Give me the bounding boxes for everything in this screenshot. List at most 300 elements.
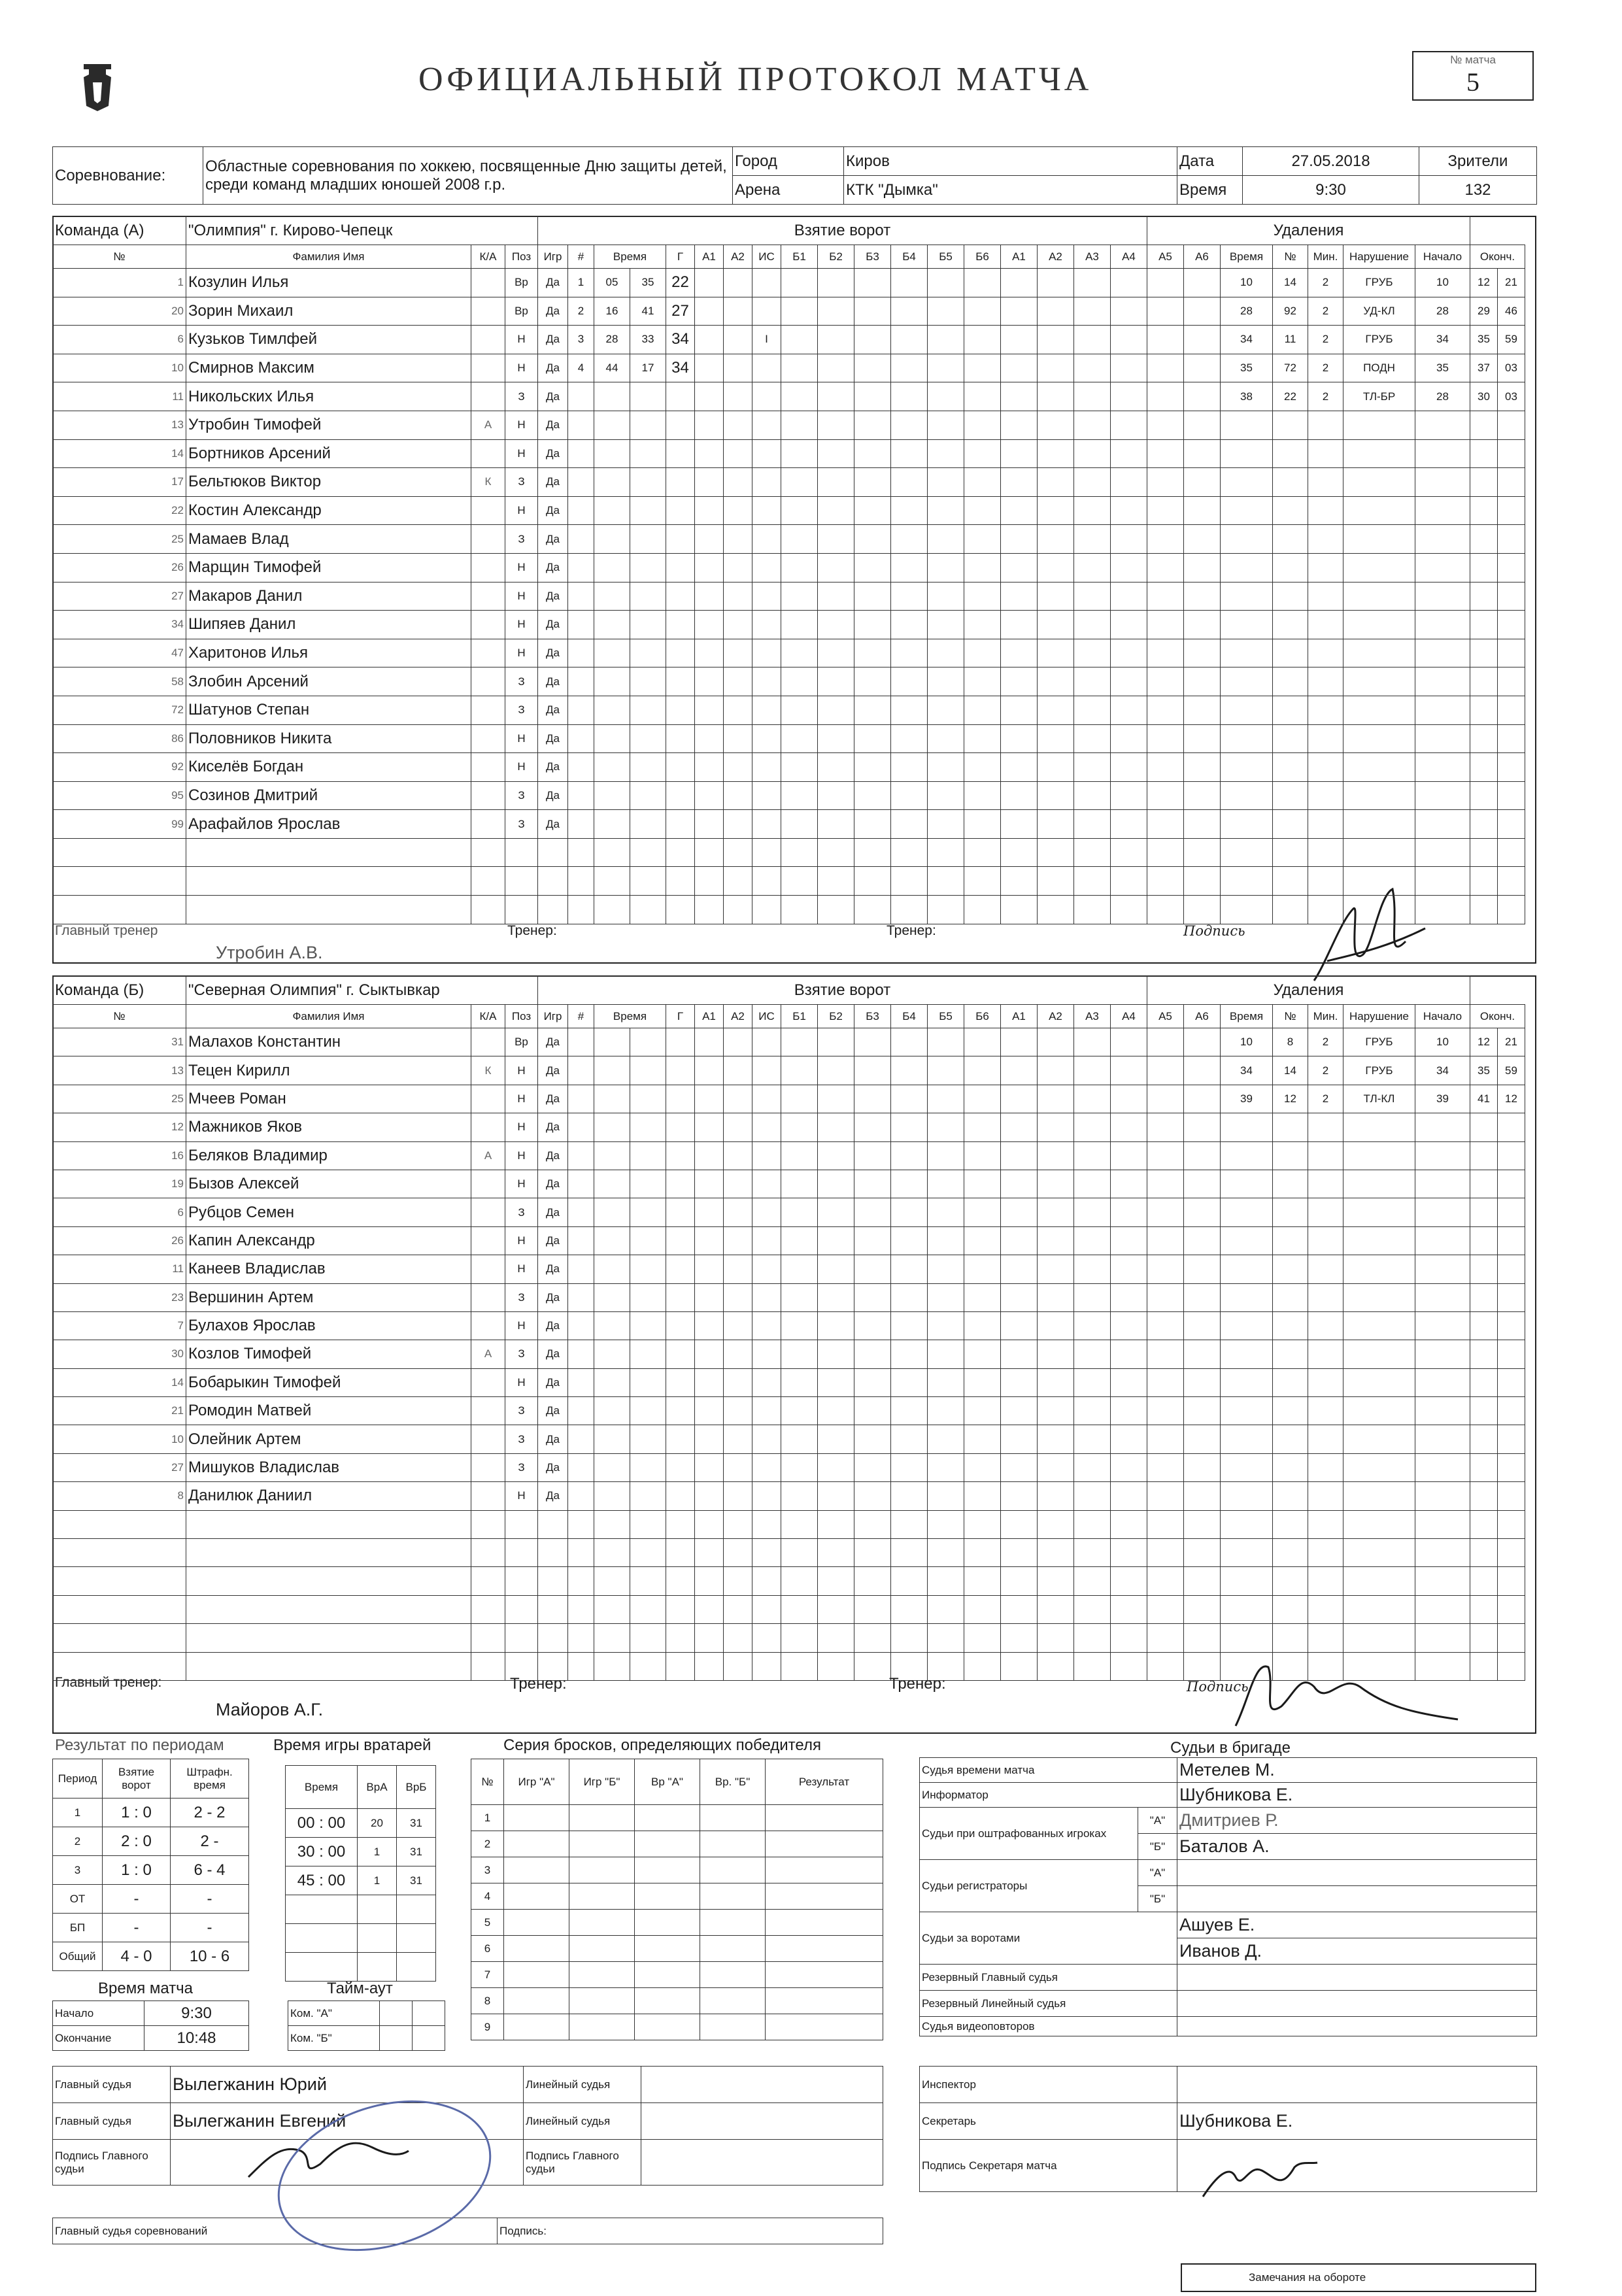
shootout-cell [766,1805,883,1831]
team-a-pen-minutes [1308,553,1343,582]
periods-head-pim: Штрафн. время [171,1759,249,1798]
team-a-on-ice-cell [1074,838,1111,867]
team-a-goal-a1 [695,553,724,582]
team-b-goal-no [568,1255,594,1283]
team-a-goal-is [752,838,781,867]
team-a-player-play: Да [538,382,568,411]
shootout-cell [766,1988,883,2014]
team-a-head-pos: Поз [505,245,538,269]
team-b-goal-no [568,1368,594,1396]
team-a-on-ice-cell [1074,582,1111,611]
team-a-goal-sec [630,553,666,582]
goalie-empty-cell [397,1895,436,1924]
team-a-pen-player [1273,639,1308,667]
shootout-cell [635,1805,700,1831]
chief-sign-label: Подпись: [498,2218,883,2244]
team-a-goal-sec [630,724,666,753]
team-b-goal-scorer [666,1226,695,1255]
team-b-pen-end-min [1470,1368,1498,1396]
team-b-on-ice-cell [1111,1255,1147,1283]
timeout-title: Тайм-аут [327,1980,393,1997]
team-b-player-no: 21 [53,1397,186,1425]
team-a-on-ice-cell [854,753,891,782]
team-b-goal-min [594,1397,630,1425]
team-a-goal-scorer [666,867,695,896]
team-a-goal-no [568,468,594,497]
team-a-goal-a2 [724,611,752,639]
team-a-player-play: Да [538,810,568,839]
team-b-pen-minutes: 2 [1308,1028,1343,1056]
team-a-goal-no [568,639,594,667]
team-b-on-ice-cell [1074,1510,1111,1538]
team-b-on-ice-cell [1038,1368,1074,1396]
team-a-on-ice-cell [964,496,1001,525]
shootout-cell [569,1936,635,1962]
team-a-player-no: 6 [53,326,186,354]
shootout-cell [700,1805,766,1831]
team-b-on-ice-cell [1001,1028,1038,1056]
team-b-player-name: Вершинин Артем [186,1283,471,1311]
team-a-on-ice-cell [1001,667,1038,696]
team-b-pen-start [1415,1595,1470,1623]
team-a-goal-no [568,896,594,924]
team-b-on-ice-cell [1038,1311,1074,1340]
team-a-goal-scorer [666,411,695,439]
team-b-on-ice-cell [1001,1425,1038,1453]
team-a-on-ice-cell [1001,354,1038,382]
team-a-on-ice-cell [1111,269,1147,297]
team-b-on-ice-cell [1038,1141,1074,1170]
team-a-on-ice-cell [891,354,928,382]
team-a-on-ice-cell [854,667,891,696]
shootout-row [471,1936,883,1962]
team-b-on-ice-cell [1111,1311,1147,1340]
team-b-on-ice-cell [1001,1226,1038,1255]
team-b-head-a3-onice: А3 [1074,1005,1111,1028]
reserve-main-label: Резервный Главный судья [920,1965,1177,1991]
team-a-goal-sec [630,867,666,896]
team-a-pen-player [1273,439,1308,468]
team-a-on-ice-cell [928,639,964,667]
team-a-player-no: 72 [53,696,186,724]
team-b-pen-min [1221,1368,1273,1396]
team-a-player-no: 95 [53,781,186,810]
team-a-on-ice-cell [818,867,854,896]
team-a-player-ka: А [471,411,505,439]
team-b-on-ice-cell [781,1255,818,1283]
team-b-goals-title: Взятие ворот [538,976,1147,1005]
team-b-pen-end-min [1470,1226,1498,1255]
team-b-pen-minutes [1308,1198,1343,1226]
team-b-head-pos: Поз [505,1005,538,1028]
team-b-on-ice-cell [1001,1311,1038,1340]
team-b-player-ka [471,1482,505,1510]
team-a-on-ice-cell [1111,696,1147,724]
sign-main-label: Подпись Главного судьи [53,2140,171,2186]
team-b-on-ice-cell [891,1056,928,1085]
team-a-on-ice-cell [1147,382,1184,411]
team-b-pen-player [1273,1624,1308,1652]
team-b-player-name: Бобарыкин Тимофей [186,1368,471,1396]
shootout-cell [766,1831,883,1857]
team-b-on-ice-cell [964,1113,1001,1141]
team-a-player-play: Да [538,553,568,582]
team-a-goal-min: 28 [594,326,630,354]
penalty-judge-a: Дмитриев Р. [1177,1808,1537,1834]
team-a-goal-a2 [724,553,752,582]
shootout-no: 6 [471,1936,504,1962]
team-a-pen-minutes [1308,724,1343,753]
shootout-cell [766,1962,883,1988]
team-a-goal-is [752,382,781,411]
team-b-on-ice-cell [891,1340,928,1368]
team-b-pen-end-min [1470,1482,1498,1510]
team-b-on-ice-cell [818,1311,854,1340]
team-b-on-ice-cell [1038,1340,1074,1368]
team-a-head-a3-onice: А3 [1074,245,1111,269]
team-b-on-ice-cell [854,1652,891,1680]
team-a-player-play: Да [538,354,568,382]
team-b-on-ice-cell [1038,1539,1074,1567]
team-a-pen-end-min: 35 [1470,326,1498,354]
goalie-b: 31 [397,1866,436,1895]
team-a-on-ice-cell [1038,781,1074,810]
team-a-label: Команда (А) [53,216,186,245]
team-b-on-ice-cell [891,1482,928,1510]
team-a-on-ice-cell [854,411,891,439]
team-a-on-ice-cell [964,639,1001,667]
chief-referee-table [52,2218,883,2244]
shootout-head-goalie-b: Вр. "Б" [700,1759,766,1805]
team-a-pen-minutes [1308,582,1343,611]
team-b-player-name [186,1539,471,1567]
team-a-on-ice-cell [1001,382,1038,411]
team-b-on-ice-cell [1147,1453,1184,1481]
team-a-pen-foul [1343,468,1415,497]
team-a-goal-a2 [724,724,752,753]
team-b-on-ice-cell [1038,1510,1074,1538]
team-b-pen-end-sec [1498,1283,1525,1311]
team-a-goal-a1 [695,582,724,611]
team-a-goal-no: 1 [568,269,594,297]
team-b-player-play: Да [538,1311,568,1340]
team-b-player-pos [505,1595,538,1623]
team-a-on-ice-cell [781,553,818,582]
shootout-no: 2 [471,1831,504,1857]
team-b-on-ice-cell [781,1482,818,1510]
team-a-head-ka: К/А [471,245,505,269]
team-a-on-ice-cell [1074,611,1111,639]
team-b-on-ice-cell [891,1368,928,1396]
team-b-on-ice-cell [928,1283,964,1311]
shootout-cell [504,1805,569,1831]
team-a-on-ice-cell [1184,611,1221,639]
period-name: 3 [53,1856,103,1885]
team-a-row [53,553,1525,582]
team-b-goal-is [752,1085,781,1113]
team-b-on-ice-cell [854,1170,891,1198]
team-b-goal-min [594,1283,630,1311]
team-a-player-ka [471,496,505,525]
team-b-row [53,1340,1525,1368]
team-a-on-ice-cell [1184,696,1221,724]
team-b-goal-a1 [695,1311,724,1340]
team-a-pen-minutes: 2 [1308,269,1343,297]
team-b-goal-scorer [666,1539,695,1567]
team-a-pen-player [1273,411,1308,439]
team-a-on-ice-cell [781,468,818,497]
team-a-pen-min [1221,867,1273,896]
shootout-cell [569,1988,635,2014]
team-b-pen-player [1273,1652,1308,1680]
team-b-row [53,1085,1525,1113]
team-a-pen-min [1221,838,1273,867]
team-b-player-pos: Н [505,1368,538,1396]
team-b-on-ice-cell [928,1397,964,1425]
shootout-row [471,1962,883,1988]
team-a-on-ice-cell [1111,753,1147,782]
team-b-on-ice-cell [964,1425,1001,1453]
team-a-player-no: 26 [53,553,186,582]
team-a-pen-minutes [1308,411,1343,439]
team-b-on-ice-cell [1001,1624,1038,1652]
team-b-on-ice-cell [964,1198,1001,1226]
team-a-on-ice-cell [1074,667,1111,696]
team-a-goal-a2 [724,838,752,867]
team-a-pen-minutes: 2 [1308,382,1343,411]
team-b-goal-scorer [666,1283,695,1311]
arena-label: Арена [733,176,844,205]
team-a-player-pos: З [505,810,538,839]
team-b-player-pos: З [505,1453,538,1481]
shootout-row [471,1988,883,2014]
team-a-on-ice-cell [1147,496,1184,525]
team-a-player-ka [471,326,505,354]
team-b-goal-scorer [666,1028,695,1056]
team-a-pen-player: 22 [1273,382,1308,411]
team-b-on-ice-cell [1038,1453,1074,1481]
team-a-goal-is [752,525,781,554]
team-b-goal-no [568,1624,594,1652]
main-ref-2: Вылегжанин Евгений [171,2103,524,2140]
team-b-goal-sec [630,1198,666,1226]
shootout-no: 8 [471,1988,504,2014]
team-a-goal-scorer [666,781,695,810]
team-a-goal-a1 [695,724,724,753]
team-b-head-b6: Б6 [964,1005,1001,1028]
team-a-on-ice-cell [1184,781,1221,810]
team-b-on-ice-cell [928,1595,964,1623]
team-a-on-ice-cell [928,269,964,297]
team-a-on-ice-cell [818,326,854,354]
team-b-on-ice-cell [854,1368,891,1396]
team-b-on-ice-cell [1147,1482,1184,1510]
shootout-cell [504,1831,569,1857]
team-a-goal-sec [630,525,666,554]
team-b-name: "Северная Олимпия" г. Сыктывкар [186,976,538,1005]
team-a-on-ice-cell [781,781,818,810]
remarks-label: Замечания на обороте [1249,2271,1366,2284]
shootout-cell [766,1857,883,1883]
team-a-player-no: 99 [53,810,186,839]
team-a-goal-min [594,496,630,525]
team-a-pen-end-min [1470,582,1498,611]
team-b-pen-minutes [1308,1567,1343,1595]
shootout-cell [504,1910,569,1936]
shootout-cell [504,1962,569,1988]
team-a-row [53,867,1525,896]
team-a-player-name: Арафайлов Ярослав [186,810,471,839]
team-b-player-play [538,1595,568,1623]
team-a-goal-min: 44 [594,354,630,382]
team-b-on-ice-cell [818,1652,854,1680]
team-b-on-ice-cell [854,1226,891,1255]
team-a-pen-minutes [1308,753,1343,782]
team-a-pen-min [1221,896,1273,924]
team-b-pen-minutes [1308,1283,1343,1311]
team-b-goal-a1 [695,1453,724,1481]
team-b-on-ice-cell [781,1170,818,1198]
team-a-player-pos: Н [505,354,538,382]
team-a-head-no: № [53,245,186,269]
team-a-pen-start [1415,667,1470,696]
team-a-row [53,639,1525,667]
team-a-head-play: Игр [538,245,568,269]
team-b-pen-end-sec: 12 [1498,1085,1525,1113]
team-a-player-play: Да [538,639,568,667]
team-a-head-a2-onice: А2 [1038,245,1074,269]
team-a-player-pos: Н [505,439,538,468]
team-b-row [53,1056,1525,1085]
team-b-on-ice-cell [891,1539,928,1567]
team-b-player-play: Да [538,1141,568,1170]
team-a-on-ice-cell [1001,724,1038,753]
team-b-goal-a2 [724,1170,752,1198]
team-b-pen-min [1221,1226,1273,1255]
team-b-pen-end-min [1470,1510,1498,1538]
team-b-goal-min [594,1226,630,1255]
team-b-on-ice-cell [781,1113,818,1141]
team-b-pen-player [1273,1255,1308,1283]
team-a-on-ice-cell [818,753,854,782]
team-a-goal-sec [630,611,666,639]
team-a-on-ice-cell [964,382,1001,411]
team-a-on-ice-cell [1074,724,1111,753]
team-a-goal-scorer [666,525,695,554]
team-b-goal-min [594,1085,630,1113]
team-b-player-name [186,1510,471,1538]
team-a-on-ice-cell [854,611,891,639]
team-a-signature-label: Подпись [1183,923,1245,939]
goalie-row [286,1953,436,1982]
team-b-on-ice-cell [964,1397,1001,1425]
goalie-empty-cell [358,1953,397,1982]
goalie-time: 00 : 00 [286,1809,358,1838]
team-b-on-ice-cell [964,1652,1001,1680]
team-b-on-ice-cell [781,1028,818,1056]
team-a-on-ice-cell [854,781,891,810]
secretary: Шубникова Е. [1177,2103,1537,2140]
team-a-goal-a2 [724,439,752,468]
team-a-on-ice-cell [928,611,964,639]
team-a-player-name: Бельтюков Виктор [186,468,471,497]
team-b-goal-a2 [724,1425,752,1453]
team-a-head-a5-onice: А5 [1147,245,1184,269]
team-a-on-ice-cell [1038,867,1074,896]
team-b-row [53,1539,1525,1567]
match-number: 5 [1466,67,1479,97]
team-b-player-ka: А [471,1141,505,1170]
team-a-pen-end-sec: 59 [1498,326,1525,354]
team-b-goal-is [752,1368,781,1396]
team-a-on-ice-cell [1111,582,1147,611]
page-title: ОФИЦИАЛЬНЫЙ ПРОТОКОЛ МАТЧА [418,61,1092,98]
team-b-pen-player: 14 [1273,1056,1308,1085]
team-a-on-ice-cell [1147,896,1184,924]
date-value: 27.05.2018 [1243,147,1419,176]
team-a-pen-min [1221,810,1273,839]
team-b-on-ice-cell [781,1311,818,1340]
team-a-on-ice-cell [891,525,928,554]
team-a-coach2-label: Тренер: [887,923,936,938]
team-a-goal-sec [630,468,666,497]
team-a-player-play: Да [538,724,568,753]
team-a-player-play: Да [538,496,568,525]
team-b-goal-a2 [724,1510,752,1538]
team-a-player-pos: Вр [505,297,538,326]
team-a-head-coach: Утробин А.В. [216,943,323,962]
team-b-on-ice-cell [1147,1056,1184,1085]
shootout-no: 9 [471,2014,504,2040]
team-b-on-ice-cell [1184,1141,1221,1170]
team-a-head-name: Фамилия Имя [186,245,471,269]
team-b-goal-sec [630,1311,666,1340]
team-a-on-ice-cell [854,269,891,297]
team-b-goal-a2 [724,1453,752,1481]
team-b-pen-player [1273,1539,1308,1567]
team-a-pen-minutes: 2 [1308,326,1343,354]
team-b-goal-no [568,1056,594,1085]
team-b-goal-a1 [695,1226,724,1255]
team-b-goal-sec [630,1226,666,1255]
team-b-pen-player [1273,1397,1308,1425]
team-b-on-ice-cell [1001,1113,1038,1141]
team-b-pen-foul [1343,1482,1415,1510]
team-a-goal-a2 [724,496,752,525]
team-b-row [53,1567,1525,1595]
goalie-row [286,1924,436,1953]
team-b-goal-sec [630,1595,666,1623]
team-b-goal-no [568,1595,594,1623]
team-b-pen-start [1415,1170,1470,1198]
team-a-player-ka [471,724,505,753]
team-a-player-play: Да [538,269,568,297]
shootout-row [471,1883,883,1910]
team-b-on-ice-cell [1074,1028,1111,1056]
team-a-goal-scorer [666,667,695,696]
team-a-player-name: Козулин Илья [186,269,471,297]
team-b-goal-scorer [666,1170,695,1198]
team-b-goal-is [752,1255,781,1283]
team-a-on-ice-cell [1038,326,1074,354]
team-a-goal-scorer [666,439,695,468]
team-a-goal-is [752,269,781,297]
team-a-goal-is [752,582,781,611]
team-b-on-ice-cell [1111,1453,1147,1481]
timeout-b-label: Ком. "Б" [288,2026,380,2051]
team-a-pen-end-min: 29 [1470,297,1498,326]
team-b-player-play: Да [538,1283,568,1311]
